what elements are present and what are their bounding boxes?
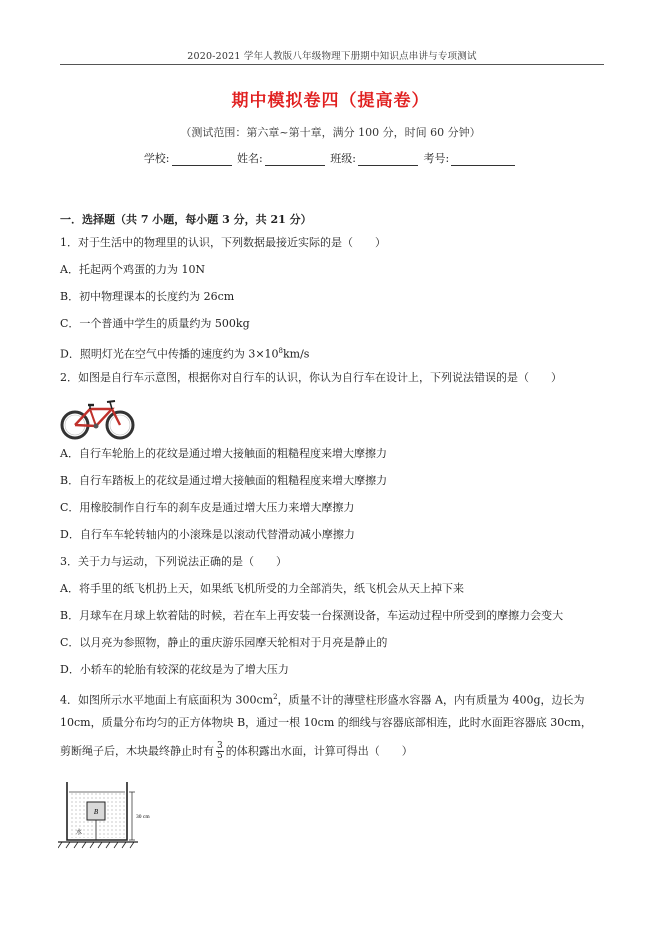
q1-d-exponent: 8	[278, 347, 283, 355]
header-rule	[60, 64, 604, 65]
bicycle-figure	[60, 395, 136, 441]
exam-no-blank[interactable]	[451, 152, 515, 166]
q4-fraction	[216, 742, 224, 761]
q2-option-c: C．用橡胶制作自行车的刹车皮是通过增大压力来增大摩擦力	[60, 501, 355, 514]
section-heading: 一．选择题（共 7 小题，每小题 3 分，共 21 分）	[60, 213, 312, 226]
paper-title: 期中模拟卷四（提高卷）	[231, 91, 430, 111]
q3-option-d: D．小轿车的轮胎有较深的花纹是为了增大压力	[60, 663, 289, 676]
q3-option-b: B．月球车在月球上软着陆的时候，若在车上再安装一台探测设备，车运动过程中所受到的摩擦力会变大	[60, 609, 564, 622]
q1-d-prefix: D．照明灯光在空气中传播的速度约为 3×10	[60, 347, 279, 361]
block-b-label: B	[93, 808, 99, 816]
q3-stem: 3．关于力与运动，下列说法正确的是（ ）	[60, 555, 287, 568]
paper-subtitle: （测试范围：第六章~第十章，满分 100 分，时间 60 分钟）	[180, 126, 481, 139]
q2-option-a: A．自行车轮胎上的花纹是通过增大接触面的粗糙程度来增大摩擦力	[60, 447, 387, 460]
q4-line3-part-b: 的体积露出水面，计算可得出（ ）	[225, 744, 413, 758]
q3-option-a: A．将手里的纸飞机扔上天，如果纸飞机所受的力全部消失，纸飞机会从天上掉下来	[60, 582, 464, 595]
q4-line-1	[60, 690, 585, 708]
q2-option-d: D．自行车车轮转轴内的小滚珠是以滚动代替滑动减小摩擦力	[60, 528, 355, 541]
student-info-row	[0, 150, 661, 166]
water-label: 水	[76, 829, 83, 836]
q2-option-b: B．自行车踏板上的花纹是通过增大接触面的粗糙程度来增大摩擦力	[60, 474, 388, 487]
q2-stem: 2．如图是自行车示意图，根据你对自行车的认识，你认为自行车在设计上，下列说法错误的是（ ）	[60, 371, 562, 384]
q4-line-3	[60, 742, 413, 761]
class-blank[interactable]	[358, 152, 418, 166]
q1-option-a: A．托起两个鸡蛋的力为 10N	[60, 263, 206, 276]
school-label: 学校:	[143, 152, 170, 165]
exam-no-label: 考号:	[423, 152, 450, 165]
school-blank[interactable]	[172, 152, 232, 166]
q4-line3-part-a: 剪断绳子后，木块最终静止时有	[60, 744, 214, 758]
q4-line1-part-a: 4．如图所示水平地面上有底面积为 300cm	[60, 693, 274, 707]
ground-hatching	[58, 842, 134, 848]
class-label: 班级:	[330, 152, 356, 165]
q1-stem: 1．对于生活中的物理里的认识，下列数据最接近实际的是（ ）	[60, 236, 386, 249]
q3-option-c: C．以月亮为参照物，静止的重庆游乐园摩天轮相对于月亮是静止的	[60, 636, 388, 649]
running-header: 2020-2021 学年人教版八年级物理下册期中知识点串讲与专项测试	[187, 51, 477, 62]
q4-line-2: 10cm，质量分布均匀的正方体物块 B，通过一根 10cm 的细线与容器底部相连，此时水面距容器底 30cm，	[60, 716, 592, 729]
q4-fraction-denominator: 5	[217, 751, 223, 761]
q4-fraction-numerator: 3	[217, 741, 223, 751]
q1-option-d	[60, 344, 309, 362]
q4-line1-part-b: ，质量不计的薄壁柱形盛水容器 A，内有质量为 400g，边长为	[277, 693, 585, 707]
height-label: 30 cm	[136, 814, 150, 820]
name-blank[interactable]	[265, 152, 325, 166]
q1-option-c: C．一个普通中学生的质量约为 500kg	[60, 317, 250, 330]
container-figure	[58, 780, 158, 850]
name-label: 姓名:	[237, 152, 263, 165]
q1-d-suffix: km/s	[283, 347, 310, 361]
q1-option-b: B．初中物理课本的长度约为 26cm	[60, 290, 235, 303]
q4-area-exponent: 2	[273, 693, 278, 701]
